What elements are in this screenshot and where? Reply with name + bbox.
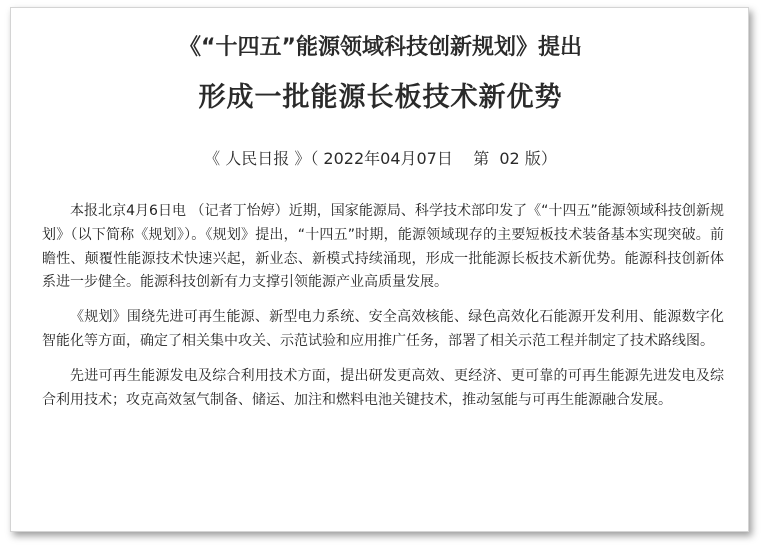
article-body: [42, 200, 724, 423]
article-title-line-1: 《“十四五”能源领域科技创新规划》提出: [179, 35, 582, 60]
article-title-line-2: 形成一批能源长板技术新优势: [198, 82, 563, 113]
paragraph-3: 先进可再生能源发电及综合利用技术方面，提出研发更高效、更经济、更可靠的可再生能源先进发电及综合利用技术；攻克高效氢气制备、储运、加注和燃料电池关键技术，推动氢能与可再生能源融合发展。: [42, 367, 724, 408]
paragraph-2: 《规划》围绕先进可再生能源、新型电力系统、安全高效核能、绿色高效化石能源开发利用、能源数字化智能化等方面，确定了相关集中攻关、示范试验和应用推广任务，部署了相关示范工程并制定了技术路线图。: [42, 309, 724, 349]
paragraph-1: 本报北京4月6日电 （记者丁怡婷）近期，国家能源局、科学技术部印发了《“十四五”能源领域科技创新规划》（以下简称《规划》）。《规划》提出，“十四五”时期，能源领域现存的主要短板技术装备基本实现突破。前瞻性、颠覆性能源技术快速兴起，新业态、新模式持续涌现，形成一批能源长板技术新优势。能源科技创新体系进一步健全。能源科技创新有力支撑引领能源产业高质量发展。: [42, 203, 724, 291]
article-source: 《 人民日报 》（ 2022年04月07日 第 02 版）: [204, 149, 557, 168]
document-page: [10, 7, 749, 532]
